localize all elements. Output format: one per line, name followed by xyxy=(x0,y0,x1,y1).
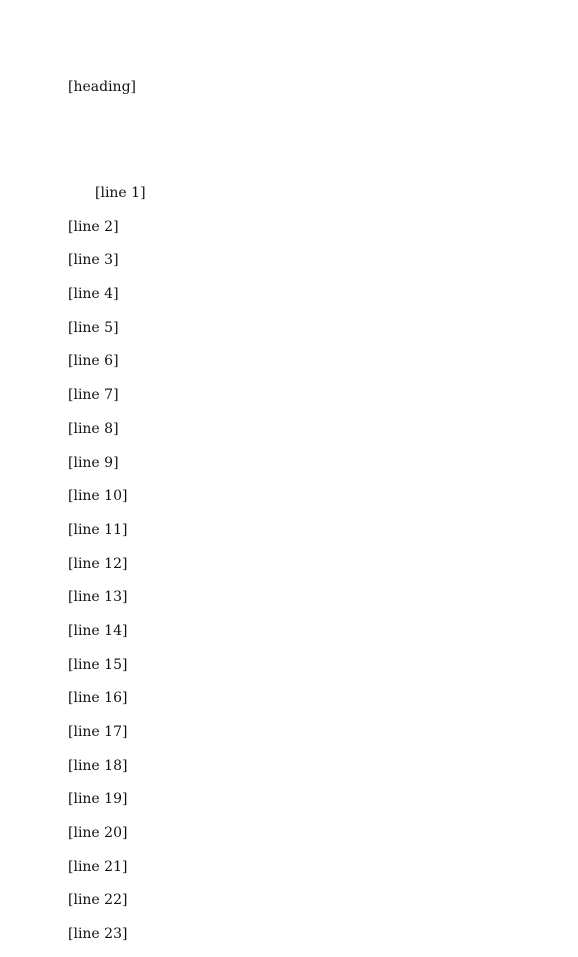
body-line: [line 3] xyxy=(68,252,119,269)
body-line: [line 9] xyxy=(68,454,119,471)
body-line: [line 21] xyxy=(68,858,128,875)
body-line: [line 11] xyxy=(68,521,128,538)
body-line: [line 15] xyxy=(68,656,128,673)
body-line: [line 6] xyxy=(68,353,119,370)
body-line: [line 4] xyxy=(68,286,119,303)
body-line: [line 1] xyxy=(95,185,146,201)
body-line: [line 22] xyxy=(68,892,128,909)
body-line: [line 12] xyxy=(68,555,128,572)
body-line: [line 10] xyxy=(68,488,128,505)
body-line: [line 14] xyxy=(68,622,128,639)
body-line: [line 13] xyxy=(68,589,128,606)
salutation: [heading] xyxy=(68,79,136,95)
body-line: [line 23] xyxy=(68,926,128,943)
body-line: [line 8] xyxy=(68,420,119,437)
body-paragraph xyxy=(68,182,511,957)
body-line: [line 7] xyxy=(68,387,119,404)
body-line: [line 18] xyxy=(68,757,128,774)
body-line: [line 5] xyxy=(68,319,119,336)
body-line: [line 19] xyxy=(68,791,128,808)
body-line: [line 16] xyxy=(68,690,128,707)
body-line: [line 17] xyxy=(68,724,128,740)
body-line: [line 20] xyxy=(68,825,128,842)
body-line: [line 2] xyxy=(68,218,119,235)
